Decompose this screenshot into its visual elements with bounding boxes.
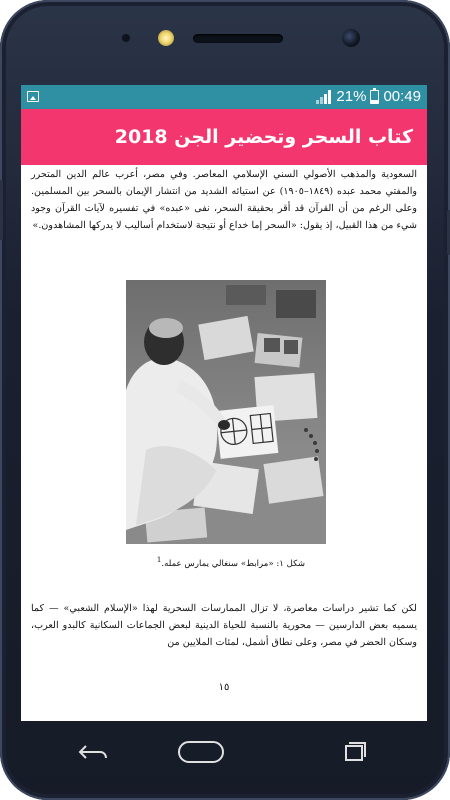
nav-bar bbox=[0, 722, 450, 782]
recent-apps-icon[interactable] bbox=[334, 736, 374, 768]
cell-signal-icon bbox=[316, 90, 332, 104]
back-arrow-icon[interactable] bbox=[74, 736, 114, 768]
screen bbox=[21, 85, 427, 721]
front-camera bbox=[342, 29, 360, 47]
footnote-marker: 1 bbox=[156, 556, 162, 564]
proximity-sensor bbox=[122, 34, 130, 42]
battery-percent: 21% bbox=[336, 88, 367, 105]
app-title: كتاب السحر وتحضير الجن 2018 bbox=[114, 126, 413, 148]
page-number: ١٥ bbox=[218, 682, 230, 693]
home-icon[interactable] bbox=[176, 736, 226, 768]
bottom-paragraph: لكن كما تشير دراسات معاصرة، لا تزال الممارسات السحرية لهذا «الإسلام الشعبي» — كما يسميه بعض الدارسين — محورية بالنسبة للحياة الدينية لبعض الجماعات السكانية كالبدو العرب، وسكان الحضر في مصر، وعلى نطاق أشمل، لمئات الملايين من bbox=[31, 603, 417, 648]
status-bar bbox=[21, 85, 427, 109]
app-bar bbox=[21, 109, 427, 165]
figure-caption bbox=[131, 556, 331, 569]
marabout-photo-illustration bbox=[126, 280, 326, 544]
top-paragraph: السعودية والمذهب الأصولي السني الإسلامي المعاصر. وفي مصر، أعرب عالم الدين المتحرر والمفتي محمد عبده (١٨٤٩–١٩٠٥) عن استيائه الشديد من انتشار الإيمان بالسحر بين المسلمين. وعلى الرغم من أن القرآن قد أقر بحقيقة السحر، نفى «عبده» في تفسيره لآيات القرآن وجود شيء من هذا القبيل، إذ يقول: «السحر إما خداع أو نتيجة لاستخدام أساليب لا يدركها المشاهدون.» bbox=[31, 169, 417, 231]
front-flash bbox=[158, 30, 174, 46]
book-page[interactable] bbox=[21, 165, 427, 721]
caption-text: شكل ١: «مرابط» سنغالي يمارس عمله. bbox=[161, 558, 306, 569]
clock: 00:49 bbox=[383, 88, 421, 105]
figure-photo bbox=[126, 280, 326, 544]
earpiece-speaker bbox=[193, 34, 283, 43]
battery-icon bbox=[370, 90, 379, 104]
image-icon bbox=[27, 91, 39, 102]
volume-button bbox=[0, 180, 3, 240]
